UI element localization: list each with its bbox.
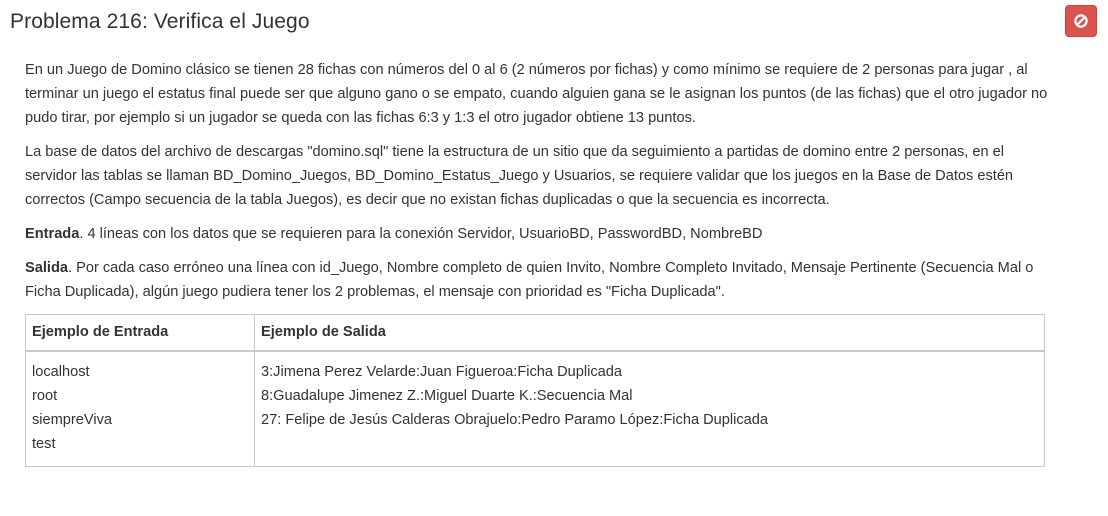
output-specification: [25, 256, 1050, 304]
sample-input-line: siempreViva: [32, 412, 113, 428]
sample-output-line: 3:Jimena Perez Velarde:Juan Figueroa:Ficha Duplicada: [261, 364, 622, 380]
sample-input-cell: [26, 351, 255, 467]
output-text: . Por cada caso erróneo una línea con id_Juego, Nombre completo de quien Invito, Nombre Completo Invitado, Mensaje Pertinente (Secuencia Mal o Ficha Duplicada), algún juego pudiera tener los 2 problemas, el mensaje con prioridad es "Ficha Duplicada".: [25, 260, 1034, 300]
problem-statement: [25, 58, 1050, 467]
sample-output-line: 8:Guadalupe Jimenez Z.:Miguel Duarte K.:Secuencia Mal: [261, 388, 633, 404]
ban-icon: [1073, 13, 1089, 29]
input-text: . 4 líneas con los datos que se requieren para la conexión Servidor, UsuarioBD, PasswordBD, NombreBD: [79, 226, 763, 242]
samples-header-row: [26, 315, 1045, 352]
sample-input-header: Ejemplo de Entrada: [26, 315, 255, 352]
samples-row: [26, 351, 1045, 467]
sample-input-line: localhost: [32, 364, 90, 380]
description-paragraph-1: En un Juego de Domino clásico se tienen 28 fichas con números del 0 al 6 (2 números por fichas) y como mínimo se requiere de 2 personas para jugar , al terminar un juego el estatus final puede ser que alguno gano o se empato, cuando alguien gana se le asignan los puntos (de las fichas) que el otro jugador no pudo tirar, por ejemplo si un jugador se queda con las fichas 6:3 y 1:3 el otro jugador obtiene 13 puntos.: [25, 62, 1048, 126]
close-button[interactable]: [1065, 5, 1097, 37]
input-label: Entrada: [25, 226, 80, 242]
sample-output-header: Ejemplo de Salida: [255, 315, 1045, 352]
input-specification: [25, 222, 1050, 246]
sample-input-line: test: [32, 436, 56, 452]
description-paragraph-2: La base de datos del archivo de descargas "domino.sql" tiene la estructura de un sitio que da seguimiento a partidas de domino entre 2 personas, en el servidor las tablas se llaman BD_Domino_Juegos, BD_Domino_Estatus_Juego y Usuarios, se requiere validar que los juegos en la Base de Datos estén correctos (Campo secuencia de la tabla Juegos), es decir que no existan fichas duplicadas o que la secuencia es incorrecta.: [25, 144, 1014, 208]
samples-table: [25, 314, 1045, 467]
sample-output-cell: [255, 351, 1045, 467]
sample-output-line: 27: Felipe de Jesús Calderas Obrajuelo:Pedro Paramo López:Ficha Duplicada: [261, 412, 769, 428]
output-label: Salida: [25, 260, 68, 276]
sample-input-line: root: [32, 388, 58, 404]
page-title: Problema 216: Verifica el Juego: [10, 10, 310, 33]
